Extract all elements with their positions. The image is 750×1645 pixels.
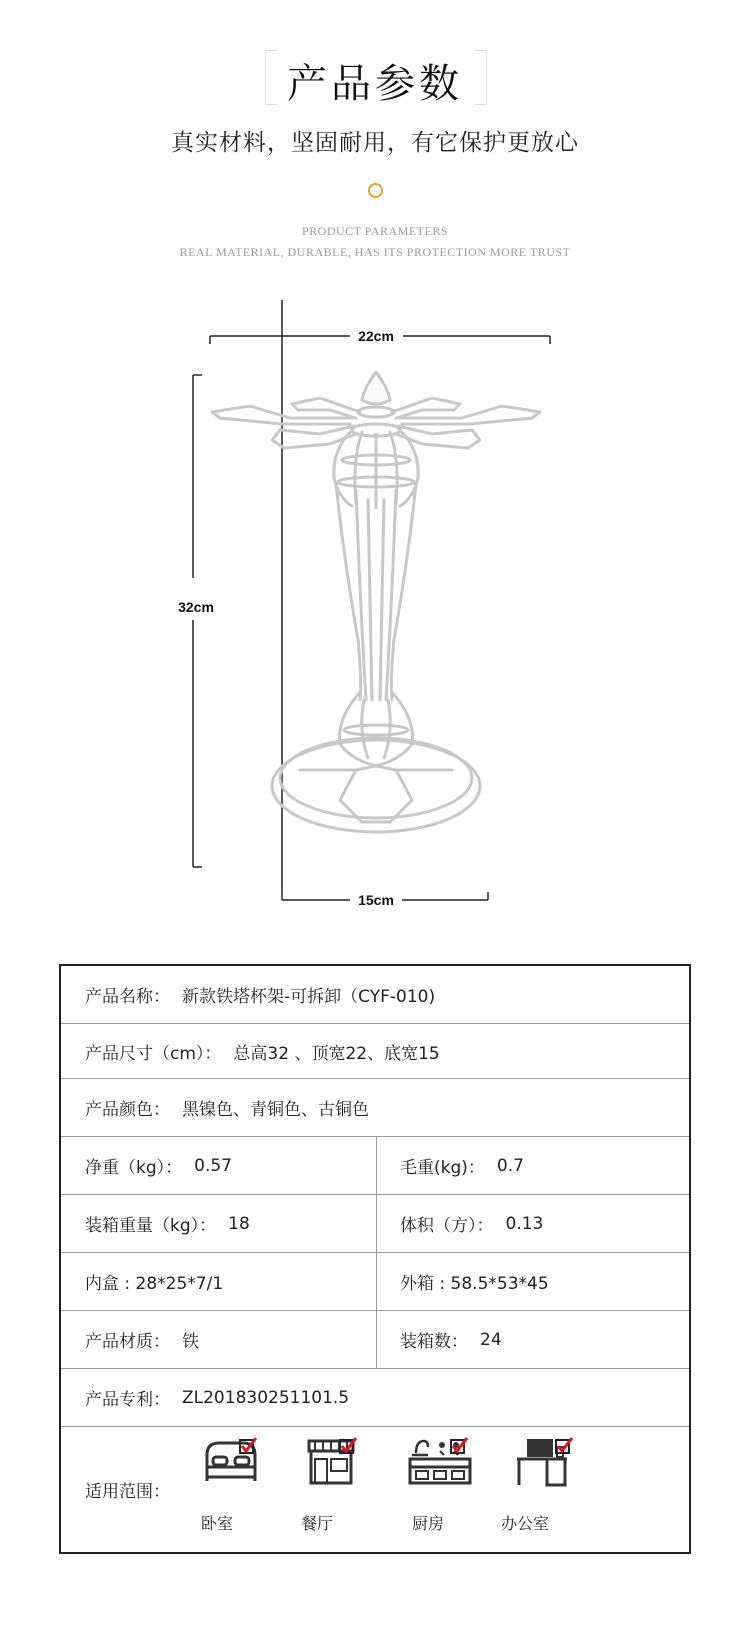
- scope-office: [501, 1427, 591, 1545]
- spec-row-size: [61, 1024, 689, 1079]
- spec-value: 18: [228, 1213, 250, 1234]
- spec-label: 产品专利：: [85, 1390, 170, 1410]
- spec-label: 装箱重量（kg）：: [85, 1216, 217, 1236]
- english-title: PRODUCT PARAMETERS: [301, 224, 449, 238]
- spec-value: 24: [480, 1329, 502, 1350]
- scope-label: 餐厅: [301, 1514, 334, 1533]
- height-dimension: [178, 375, 214, 867]
- spec-value: 黑镍色、青铜色、古铜色: [182, 1100, 369, 1120]
- spec-label: 产品尺寸（cm）：: [85, 1043, 222, 1064]
- spec-row-weight: [61, 1137, 689, 1195]
- spec-value: 0.13: [505, 1213, 544, 1234]
- spec-label: 装箱数：: [400, 1332, 468, 1352]
- checkmark-icon: [450, 1437, 468, 1455]
- page-subtitle: 真实材料，坚固耐用，有它保护更放心: [171, 130, 579, 156]
- checkmark-icon: [555, 1437, 573, 1455]
- spec-label: 产品颜色：: [85, 1100, 170, 1120]
- spec-value: 铁: [182, 1332, 199, 1352]
- cup-rack-illustration: [212, 372, 540, 832]
- spec-value: 总高32 、顶宽22、底宽15: [233, 1043, 440, 1064]
- spec-outer-box: 外箱 : 58.5*53*45: [400, 1274, 549, 1294]
- scope-kitchen: [396, 1427, 486, 1545]
- scope-label: 厨房: [412, 1514, 445, 1533]
- spec-row-name: [61, 966, 689, 1024]
- spec-row-boxes: [61, 1253, 689, 1311]
- spec-inner-box: 内盒 : 28*25*7/1: [85, 1274, 224, 1294]
- page-title: 产品参数: [287, 61, 463, 107]
- english-subtitle: REAL MATERIAL, DURABLE, HAS ITS PROTECTION MORE TRUST: [179, 245, 571, 259]
- spec-row-patent: [61, 1369, 689, 1427]
- spec-value: 新款铁塔杯架-可拆卸（CYF-010): [182, 987, 436, 1007]
- top-width-label: 22cm: [358, 328, 394, 344]
- spec-row-material: [61, 1311, 689, 1369]
- checkmark-icon: [339, 1437, 357, 1455]
- spec-label: 毛重(kg)：: [400, 1158, 485, 1178]
- spec-label: 产品材质：: [85, 1332, 170, 1352]
- spec-value: 0.57: [194, 1155, 232, 1176]
- spec-row-carton-weight: [61, 1195, 689, 1253]
- scope-bedroom: [191, 1427, 281, 1545]
- spec-table: [59, 964, 691, 1554]
- scope-label: 卧室: [201, 1514, 234, 1533]
- spec-row-scope: [61, 1427, 689, 1552]
- spec-row-color: [61, 1079, 689, 1137]
- base-width-label: 15cm: [358, 892, 394, 908]
- spec-value: ZL201830251101.5: [182, 1387, 350, 1408]
- scope-restaurant: [291, 1427, 381, 1545]
- spec-label: 体积（方）：: [400, 1216, 494, 1236]
- accent-dot: [368, 183, 383, 198]
- spec-label: 产品名称：: [85, 987, 170, 1007]
- scope-label: 办公室: [501, 1514, 550, 1533]
- spec-label: 净重（kg）：: [85, 1158, 183, 1178]
- height-label: 32cm: [178, 599, 214, 615]
- product-dimension-drawing: [0, 300, 750, 920]
- checkmark-icon: [239, 1437, 257, 1455]
- spec-value: 0.7: [496, 1155, 524, 1176]
- top-width-dimension: [210, 328, 550, 344]
- spec-label: 适用范围：: [85, 1482, 170, 1502]
